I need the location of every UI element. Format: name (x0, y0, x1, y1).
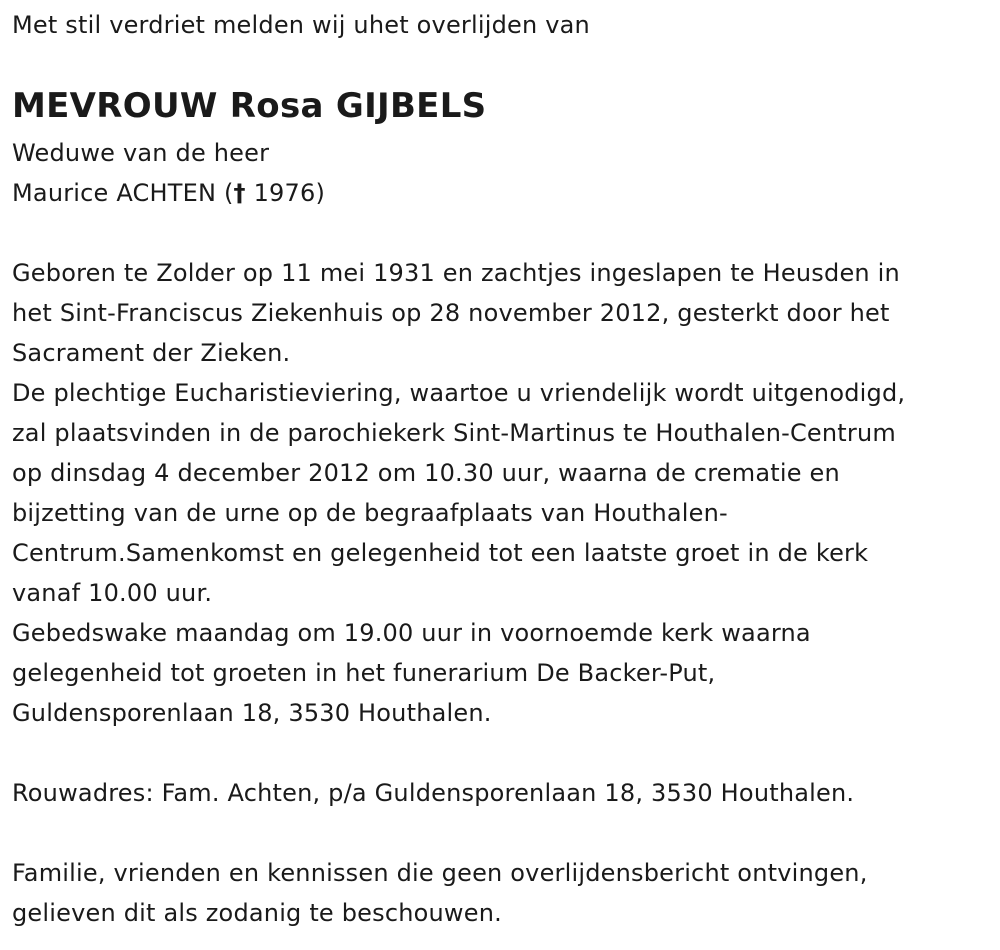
cross-icon: † (233, 179, 246, 207)
details-line: bijzetting van de urne op de begraafplaats van Houthalen- (12, 499, 728, 527)
details-line: Sacrament der Zieken. (12, 339, 291, 367)
notice-line: gelieven dit als zodanig te beschouwen. (12, 899, 502, 927)
details-line: op dinsdag 4 december 2012 om 10.30 uur, waarna de crematie en (12, 459, 840, 487)
details-paragraph (12, 253, 905, 733)
widow-of-line: Weduwe van de heer (12, 139, 270, 167)
details-line: Geboren te Zolder op 11 mei 1931 en zachtjes ingeslapen te Heusden in (12, 259, 900, 287)
notice-line: Familie, vrienden en kennissen die geen overlijdensbericht ontvingen, (12, 859, 868, 887)
spouse-death-year: 1976) (245, 179, 326, 207)
details-line: zal plaatsvinden in de parochiekerk Sint-Martinus te Houthalen-Centrum (12, 419, 896, 447)
widow-of-block (12, 133, 325, 213)
intro-text: Met stil verdriet melden wij uhet overlijden van (12, 11, 590, 39)
spouse-name: Maurice ACHTEN ( (12, 179, 234, 207)
details-line: het Sint-Franciscus Ziekenhuis op 28 november 2012, gesterkt door het (12, 299, 890, 327)
details-line: De plechtige Eucharistieviering, waartoe u vriendelijk wordt uitgenodigd, (12, 379, 906, 407)
notice-paragraph (12, 853, 868, 933)
details-line: gelegenheid tot groeten in het funerarium De Backer-Put, (12, 659, 716, 687)
details-line: Guldensporenlaan 18, 3530 Houthalen. (12, 699, 492, 727)
mourning-address: Rouwadres: Fam. Achten, p/a Guldensporenlaan 18, 3530 Houthalen. (12, 779, 855, 807)
spouse-line (12, 173, 325, 213)
details-line: Gebedswake maandag om 19.00 uur in voornoemde kerk waarna (12, 619, 811, 647)
details-line: Centrum.Samenkomst en gelegenheid tot een laatste groet in de kerk (12, 539, 869, 567)
details-line: vanaf 10.00 uur. (12, 579, 213, 607)
deceased-name: MEVROUW Rosa GIJBELS (12, 86, 487, 126)
